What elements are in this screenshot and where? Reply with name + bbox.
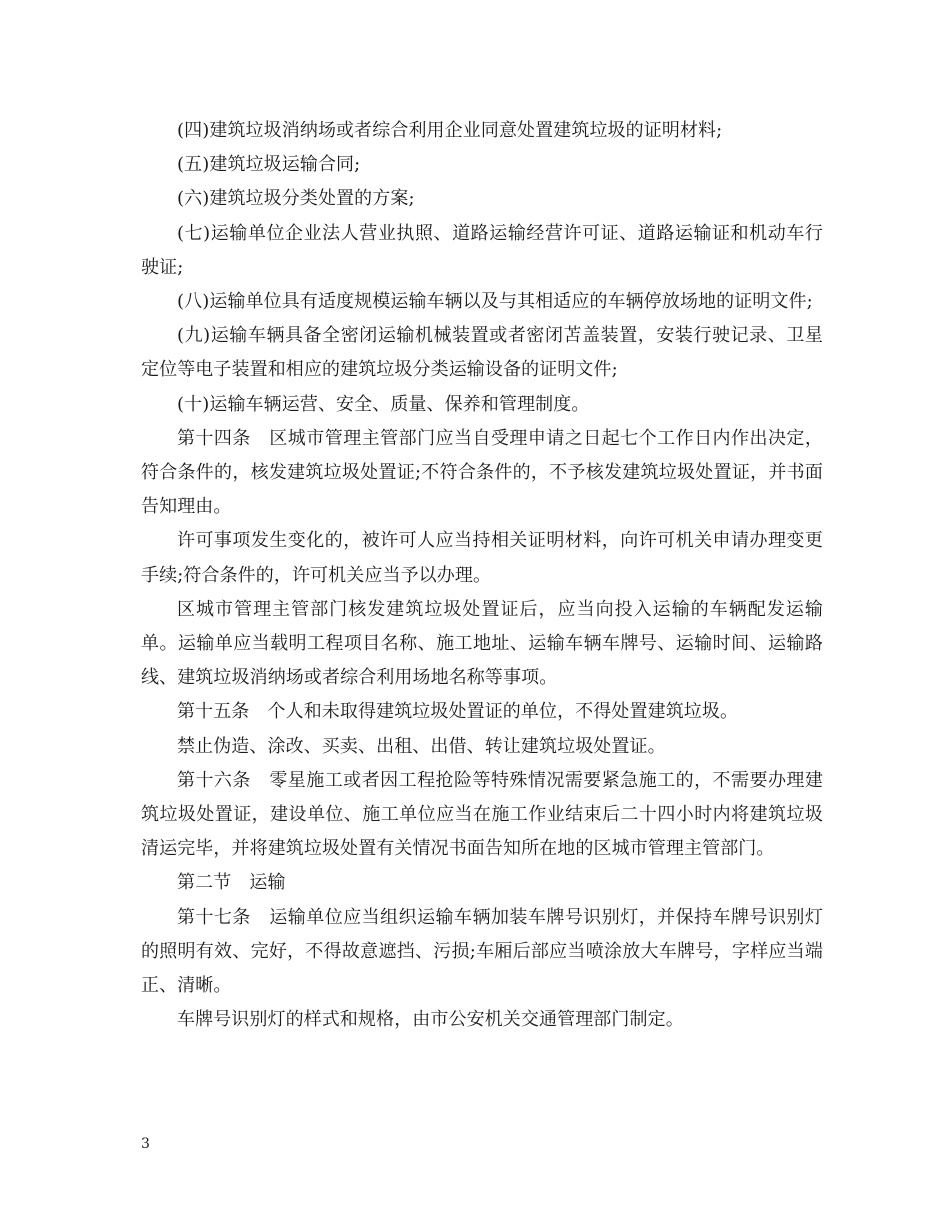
article-15: 第十五条 个人和未取得建筑垃圾处置证的单位，不得处置建筑垃圾。 [177,701,739,723]
paragraph-item-5: (五)建筑垃圾运输合同; [177,154,361,176]
article-15-prohibition-clause: 禁止伪造、涂改、买卖、出租、出借、转让建筑垃圾处置证。 [177,735,666,757]
section-2-heading: 第二节 运输 [177,872,286,894]
article-17-lamp-spec-clause: 车牌号识别灯的样式和规格，由市公安机关交通管理部门制定。 [177,1009,684,1031]
paragraph-item-8: (八)运输单位具有适度规模运输车辆以及与其相适应的车辆停放场地的证明文件; [177,291,813,313]
article-14-change-clause: 许可事项发生变化的，被许可人应当持相关证明材料，向许可机关申请办理变更手续;符合条件的，许可机关应当予以办理。 [141,530,823,586]
paragraph-item-4: (四)建筑垃圾消纳场或者综合利用企业同意处置建筑垃圾的证明材料; [177,120,723,141]
paragraph-item-9: (九)运输车辆具备全密闭运输机械装置或者密闭苫盖装置，安装行驶记录、卫星定位等电子装置和相应的建筑垃圾分类运输设备的证明文件; [141,325,823,381]
paragraph-item-6: (六)建筑垃圾分类处置的方案; [177,188,415,210]
paragraph-item-7: (七)运输单位企业法人营业执照、道路运输经营许可证、道路运输证和机动车行驶证; [141,222,823,278]
article-14: 第十四条 区城市管理主管部门应当自受理申请之日起七个工作日内作出决定，符合条件的，核发建筑垃圾处置证;不符合条件的，不予核发建筑垃圾处置证，并书面告知理由。 [141,427,823,518]
paragraph-item-10: (十)运输车辆运营、安全、质量、保养和管理制度。 [177,393,590,415]
article-14-transport-slip-clause: 区城市管理主管部门核发建筑垃圾处置证后，应当向投入运输的车辆配发运输单。运输单应当载明工程项目名称、施工地址、运输车辆车牌号、运输时间、运输路线、建筑垃圾消纳场或者综合利用场地名称等事项。 [141,598,823,689]
document-body [141,114,823,1037]
article-17: 第十七条 运输单位应当组织运输车辆加装车牌号识别灯，并保持车牌号识别灯的照明有效、完好，不得故意遮挡、污损;车厢后部应当喷涂放大车牌号，字样应当端正、清晰。 [141,906,823,997]
article-16: 第十六条 零星施工或者因工程抢险等特殊情况需要紧急施工的，不需要办理建筑垃圾处置证，建设单位、施工单位应当在施工作业结束后二十四小时内将建筑垃圾清运完毕，并将建筑垃圾处置有关情况书面告知所在地的区城市管理主管部门。 [141,769,823,860]
page-number: 3 [141,1136,150,1152]
